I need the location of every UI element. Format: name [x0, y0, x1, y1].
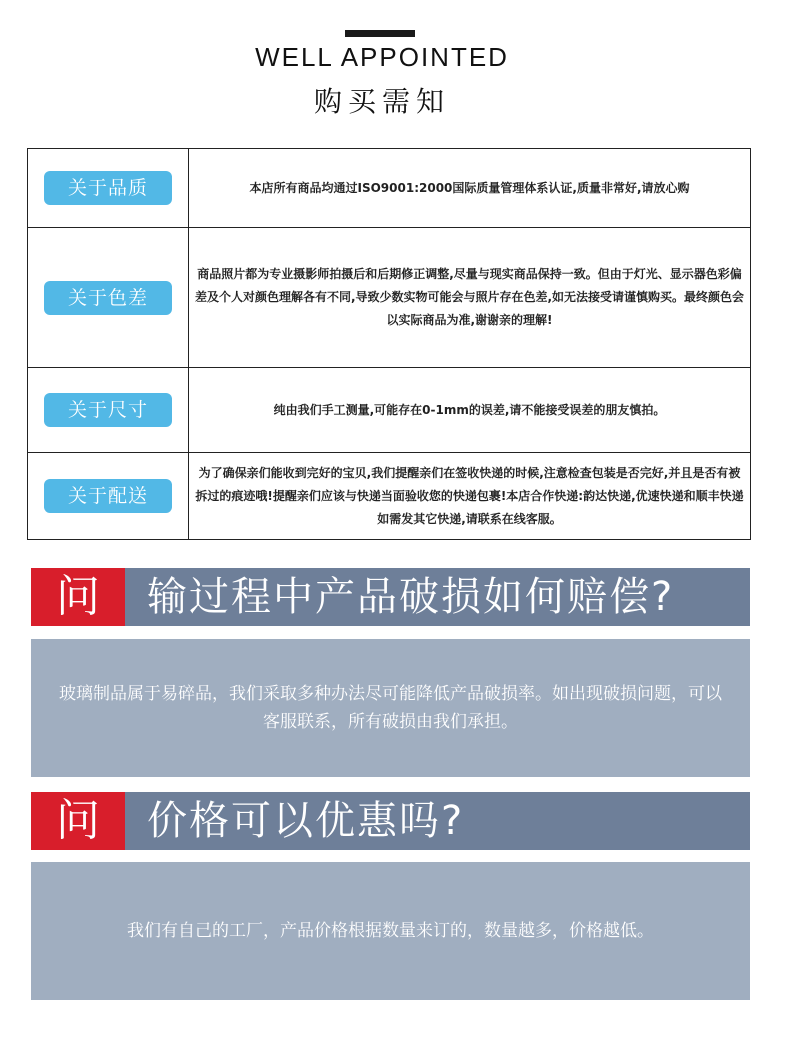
info-row-size	[28, 368, 751, 453]
question-badge: 问	[31, 792, 125, 850]
text-size: 纯由我们手工测量,可能存在0-1mm的误差,请不能接受误差的朋友慎拍。	[189, 368, 751, 453]
purchase-info-table	[27, 148, 751, 540]
question-badge: 问	[31, 568, 125, 626]
text-color: 商品照片都为专业摄影师拍摄后和后期修正调整,尽量与现实商品保持一致。但由于灯光、显示器色彩偏差及个人对颜色理解各有不同,导致少数实物可能会与照片存在色差,如无法接受请谨慎购买。最终颜色会以实际商品为准,谢谢亲的理解!	[189, 228, 751, 368]
text-quality: 本店所有商品均通过ISO9001:2000国际质量管理体系认证,质量非常好,请放心购	[189, 149, 751, 228]
page-title-en: WELL APPOINTED	[255, 42, 509, 72]
info-row-delivery	[28, 453, 751, 540]
label-quality: 关于品质	[44, 171, 172, 205]
label-delivery: 关于配送	[44, 479, 172, 513]
faq-question-discount	[31, 792, 750, 850]
header-accent-bar	[345, 30, 415, 37]
faq-answer-discount: 我们有自己的工厂，产品价格根据数量来订的，数量越多，价格越低。	[31, 862, 750, 1000]
info-row-color	[28, 228, 751, 368]
info-row-quality	[28, 149, 751, 228]
page-title-cn: 购买需知	[313, 85, 450, 118]
faq-answer-damage: 玻璃制品属于易碎品，我们采取多种办法尽可能降低产品破损率。如出现破损问题，可以客服联系，所有破损由我们承担。	[31, 639, 750, 777]
question-title: 输过程中产品破损如何赔偿?	[147, 574, 675, 620]
label-size: 关于尺寸	[44, 393, 172, 427]
question-title: 价格可以优惠吗?	[147, 798, 465, 844]
faq-question-damage	[31, 568, 750, 626]
label-color: 关于色差	[44, 281, 172, 315]
text-delivery: 为了确保亲们能收到完好的宝贝,我们提醒亲们在签收快递的时候,注意检查包装是否完好,并且是否有被拆过的痕迹哦!提醒亲们应该与快递当面验收您的快递包裹!本店合作快递:韵达快递,优速快递和顺丰快递如需发其它快递,请联系在线客服。	[189, 453, 751, 540]
